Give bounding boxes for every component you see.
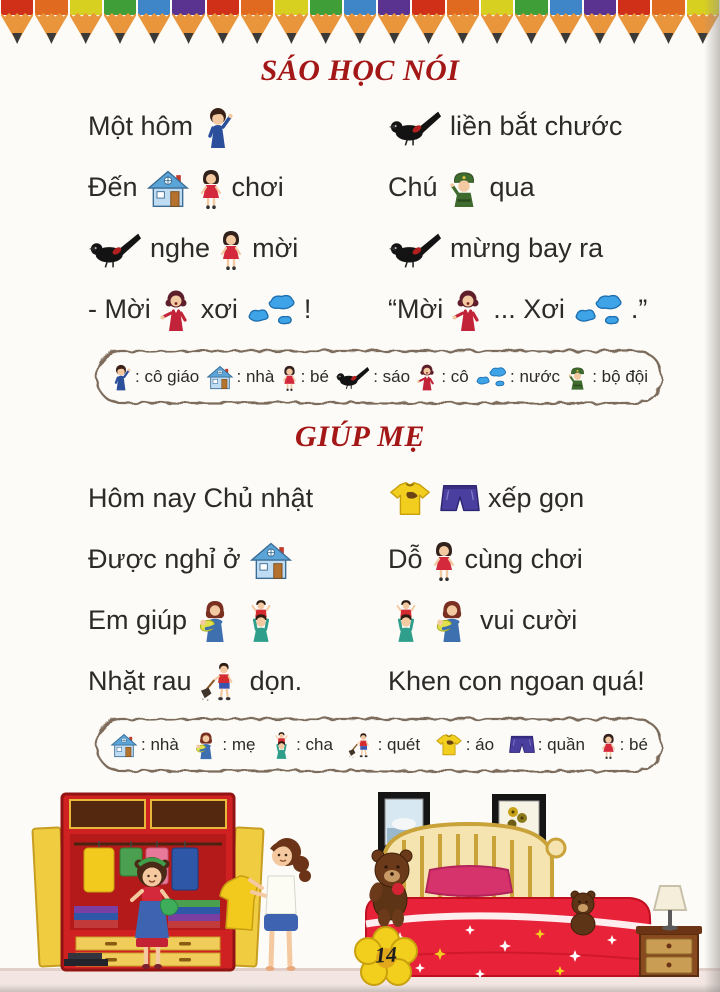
legend-item (509, 734, 585, 756)
girl-icon (600, 732, 617, 759)
legend-item (206, 364, 275, 390)
title-sao-hoc-noi: SÁO HỌC NÓI (260, 54, 460, 87)
legend-item (110, 732, 179, 758)
line-text: qua (489, 172, 535, 202)
soldier-icon (566, 364, 589, 391)
pencil-icon (514, 0, 548, 46)
water-icon (475, 366, 507, 388)
pencil-icon (34, 0, 68, 46)
bird-icon (388, 107, 442, 147)
pencil-icon (583, 0, 617, 46)
pencil-icon (69, 0, 103, 46)
nightstand (636, 926, 702, 976)
line-text: chơi (231, 172, 284, 202)
legend-label: : quần (537, 735, 585, 754)
pencil-icon (480, 0, 514, 46)
bird-icon (88, 229, 142, 269)
table-lamp (654, 886, 686, 931)
story-line (88, 279, 388, 340)
story-line (388, 651, 696, 712)
legend-box (92, 346, 666, 408)
girl-icon (218, 228, 244, 270)
line-text: xơi (200, 294, 238, 324)
story-line (88, 218, 388, 279)
story-line (388, 96, 696, 157)
story-line (88, 529, 388, 590)
girl-icon (198, 167, 224, 209)
line-text: mừng bay ra (450, 233, 604, 263)
father-icon (243, 598, 279, 644)
house-icon (249, 540, 293, 580)
story-line (388, 279, 696, 340)
pencil-icon (651, 0, 685, 46)
story-line (388, 529, 696, 590)
shirt-icon (435, 733, 463, 757)
line-text: ... Xơi (493, 294, 565, 324)
teacher-icon (201, 105, 235, 149)
legend-label: : bé (300, 367, 329, 386)
legend-label: : sáo (373, 367, 411, 386)
legend-label: : cô giáo (135, 367, 200, 386)
soldier-icon (446, 167, 482, 209)
line-text: Em giúp (88, 605, 188, 635)
pencil-icon (0, 0, 34, 46)
line-text: liền bắt chước (450, 111, 623, 141)
shorts-icon (440, 482, 480, 516)
pencil-icon (343, 0, 377, 46)
legend-label: : bé (619, 735, 648, 754)
line-text: Hôm nay Chủ nhật (88, 483, 314, 513)
house-icon (146, 168, 190, 208)
father-icon (388, 598, 424, 644)
line-text: “Mời (388, 294, 444, 324)
legend-label: : cô (441, 367, 469, 386)
story-line (88, 157, 388, 218)
legend-label: : cha (296, 735, 333, 754)
legend-item (600, 732, 648, 759)
pencil-icon (206, 0, 240, 46)
line-text: dọn. (249, 666, 303, 696)
legend-item (110, 363, 199, 391)
house-icon (206, 364, 234, 390)
story-lines (88, 96, 696, 340)
pencil-icon (137, 0, 171, 46)
teacher-icon (110, 363, 132, 391)
legend-label: : mẹ (222, 735, 256, 754)
line-text: ! (303, 294, 312, 324)
line-text: vui cười (480, 605, 578, 635)
story-lines (88, 468, 696, 712)
legend-label: : nước (510, 367, 560, 386)
line-text: Một hôm (88, 111, 194, 141)
shorts-icon (509, 734, 535, 756)
water-icon (246, 293, 296, 327)
legend-item (270, 731, 333, 760)
story-line (88, 651, 388, 712)
legend-label: : áo (465, 735, 495, 754)
legend-item (435, 733, 494, 757)
line-text: mời (252, 233, 299, 263)
water-icon (573, 293, 623, 327)
story-line (388, 468, 696, 529)
legend-item (416, 363, 468, 391)
story-line (88, 468, 388, 529)
pencil-icon (103, 0, 137, 46)
line-text: - Mời (88, 294, 151, 324)
story-line (88, 590, 388, 651)
line-text: .” (630, 294, 648, 324)
legend-label: : nhà (141, 735, 179, 754)
mother-icon (195, 598, 235, 644)
legend-item (475, 366, 560, 388)
story-line (388, 590, 696, 651)
pencil-icon (446, 0, 480, 46)
story-line (388, 157, 696, 218)
father-icon (270, 731, 293, 760)
line-text: Dỗ (388, 544, 423, 574)
bird-icon (388, 229, 442, 269)
pencil-icon (549, 0, 583, 46)
shirt-icon (388, 480, 432, 518)
legend-label: : bộ đội (592, 367, 648, 386)
legend-label: : nhà (236, 367, 275, 386)
bird-icon (335, 364, 370, 390)
page-number: 14 (374, 941, 398, 968)
woman-icon (159, 288, 193, 332)
legend-item (193, 731, 255, 760)
line-text: Chú (388, 172, 438, 202)
story-line (388, 218, 696, 279)
girl-icon (281, 364, 298, 391)
pencil-icon (240, 0, 274, 46)
mother-icon (432, 598, 472, 644)
pencil-icon (171, 0, 205, 46)
pencil-icon (686, 0, 720, 46)
line-text: Nhặt rau (88, 666, 192, 696)
pencil-icon (309, 0, 343, 46)
mother-icon (193, 731, 219, 760)
pencil-icon (377, 0, 411, 46)
pencil-icon (274, 0, 308, 46)
sweep-icon (200, 661, 242, 703)
line-text: Khen con ngoan quá! (388, 666, 645, 696)
legend-box (92, 714, 666, 776)
legend-item (566, 364, 648, 391)
line-text: nghe (150, 233, 211, 263)
legend-label: : quét (377, 735, 421, 754)
line-text: xếp gọn (488, 483, 585, 513)
girl-icon (431, 539, 457, 581)
sweep-icon (348, 732, 375, 759)
line-text: cùng chơi (464, 544, 583, 574)
woman-icon (451, 288, 485, 332)
story-line (88, 96, 388, 157)
woman-icon (416, 363, 438, 391)
legend-item (348, 732, 421, 759)
pencil-icon (411, 0, 445, 46)
pencil-border (0, 0, 720, 46)
line-text: Được nghỉ ở (88, 544, 241, 574)
legend-item (335, 364, 410, 390)
legend-item (281, 364, 329, 391)
title-giup-me: GIÚP MẸ (295, 420, 425, 453)
line-text: Đến (88, 172, 138, 202)
house-icon (110, 732, 138, 758)
pencil-icon (617, 0, 651, 46)
